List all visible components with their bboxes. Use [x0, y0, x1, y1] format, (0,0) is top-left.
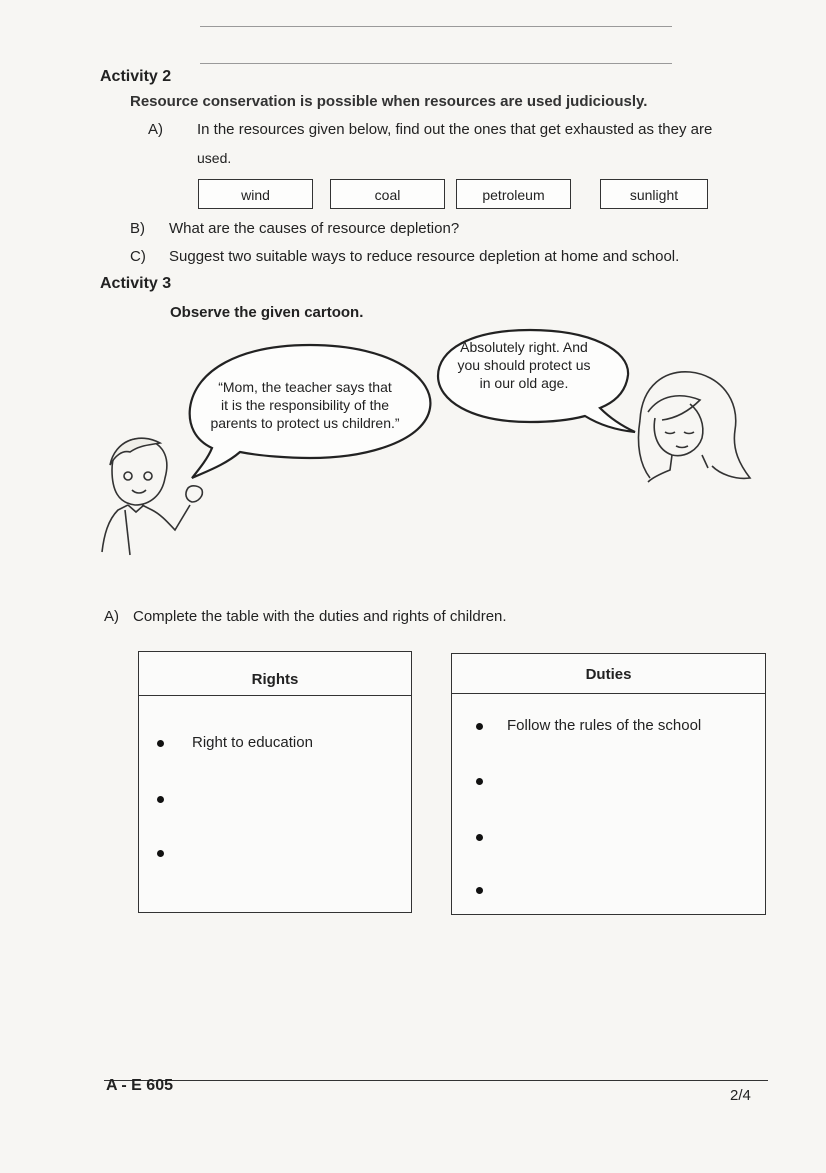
- duties-bullet-2: [476, 778, 483, 785]
- duties-item-4[interactable]: [507, 881, 707, 899]
- resource-box-sunlight: sunlight: [600, 179, 708, 209]
- activity-2-b-text: What are the causes of resource depletion?: [169, 220, 460, 237]
- footer-code: A - E 605: [106, 1077, 173, 1094]
- mother-speech-line-1: Absolutely right. And: [460, 339, 588, 355]
- activity-2-a-text: In the resources given below, find out the ones that get exhausted as they are: [197, 121, 713, 138]
- activity-2-a-label: A): [148, 121, 163, 138]
- mother-speech-text: [444, 338, 604, 392]
- header-line-top: [200, 26, 672, 27]
- rights-item-3[interactable]: [192, 844, 372, 862]
- mother-figure: [638, 372, 750, 482]
- activity-3-instruction: Observe the given cartoon.: [170, 304, 364, 321]
- activity-2-a-text-cont: used.: [197, 150, 232, 166]
- child-speech-line-1: “Mom, the teacher says that: [218, 379, 392, 395]
- mother-speech-line-2: you should protect us: [457, 357, 591, 373]
- duties-bullet-4: [476, 887, 483, 894]
- activity-3-a-text: Complete the table with the duties and rights of children.: [133, 608, 507, 625]
- rights-item-2[interactable]: [192, 790, 372, 808]
- child-speech-text: [198, 378, 412, 432]
- rights-table-header: Rights: [139, 652, 411, 696]
- resource-box-petroleum: petroleum: [456, 179, 571, 209]
- footer-rule: [104, 1080, 768, 1081]
- rights-bullet-3: [157, 850, 164, 857]
- duties-item-2[interactable]: [507, 772, 707, 790]
- activity-3-title: Activity 3: [100, 275, 172, 292]
- duties-table-header: Duties: [452, 654, 765, 694]
- activity-2-title: Activity 2: [100, 68, 172, 85]
- activity-2-c-text: Suggest two suitable ways to reduce resource depletion at home and school.: [169, 248, 680, 265]
- activity-2-b-label: B): [130, 220, 145, 237]
- rights-item-1[interactable]: Right to education: [192, 734, 313, 751]
- duties-bullet-1: [476, 723, 483, 730]
- header-line-bottom: [200, 63, 672, 64]
- resource-box-wind: wind: [198, 179, 313, 209]
- duties-item-1[interactable]: Follow the rules of the school: [507, 717, 702, 734]
- resource-box-coal: coal: [330, 179, 445, 209]
- mother-speech-line-3: in our old age.: [479, 375, 569, 391]
- child-speech-line-3: parents to protect us children.”: [210, 415, 400, 431]
- activity-2-c-label: C): [130, 248, 146, 265]
- cartoon-illustration: [0, 320, 826, 570]
- footer-page-number: 2/4: [730, 1087, 751, 1104]
- child-figure: [102, 438, 202, 555]
- duties-table: [451, 653, 766, 915]
- activity-3-a-label: A): [104, 608, 119, 625]
- duties-bullet-3: [476, 834, 483, 841]
- rights-table: [138, 651, 412, 913]
- duties-item-3[interactable]: [507, 828, 707, 846]
- child-speech-line-2: it is the responsibility of the: [220, 397, 390, 413]
- rights-bullet-1: [157, 740, 164, 747]
- activity-2-intro: Resource conservation is possible when resources are used judiciously.: [130, 93, 648, 110]
- rights-bullet-2: [157, 796, 164, 803]
